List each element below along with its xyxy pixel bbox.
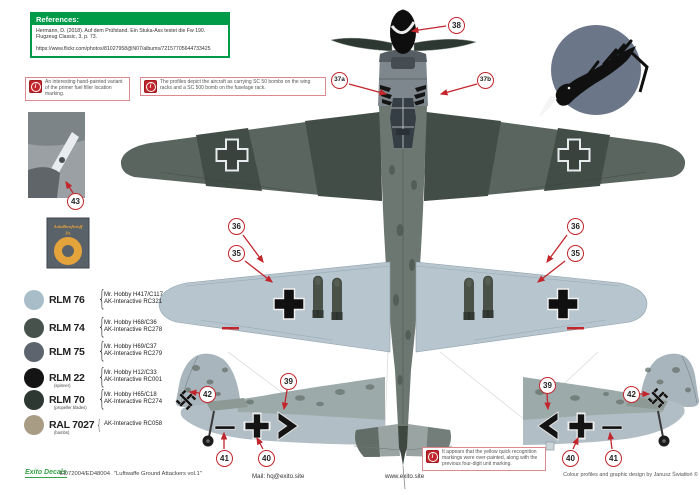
spinner [390,10,416,54]
paint-usage: (bombs) [54,430,70,435]
note-box-fuel-filler [25,77,130,101]
callout-40-left: 40 [258,450,275,467]
color-swatch [24,290,44,310]
website-url: www.exito.site [385,473,425,480]
paint-name: RLM 70 [49,394,85,406]
sc50-bomb [464,278,475,320]
fuel-patch-text-1: Anlaßkraftstoff [53,224,83,229]
fuel-bar-marking [215,426,235,429]
paint-name: RAL 7027 [49,419,95,431]
brace: { [97,339,107,364]
note-text: An interesting hand-painted variant of the primer fuel filler location marking. [45,79,123,97]
paint-usage: (propeller blades) [54,405,87,410]
paint-name: RLM 74 [49,322,85,334]
note-box-bomb-load [140,77,326,96]
callout-36-left: 36 [228,218,245,235]
color-swatch [24,368,44,388]
callout-35-right: 35 [567,245,584,262]
callout-35-left: 35 [228,245,245,262]
head-armor [396,129,410,135]
fuel-bar-marking [602,426,622,429]
design-credit: Colour profiles and graphic design by Janusz Światłoń © [563,472,698,478]
fuel-patch-text-2: 3lt. [65,230,71,236]
brace: { [97,387,107,412]
engine-cowling [378,50,428,107]
paint-refs: Mr. Hobby H68/C36 AK-Interactive RC278 [104,320,163,334]
contact-mail: Mail: hq@exito.site [252,473,305,480]
color-swatch [24,415,44,435]
paint-row-rlm75 [24,339,174,366]
brace: { [97,365,107,390]
brace: { [96,418,102,433]
reference-citation-line2: Flugzeug Classic, 3, p. 73. [36,34,98,41]
callout-37a: 37a [331,72,348,89]
paint-row-ral7027 [24,415,174,439]
info-icon: i [426,450,439,463]
callout-41-left: 41 [216,450,233,467]
references-box [30,12,230,58]
info-icon: i [29,80,42,93]
callout-40-right: 40 [562,450,579,467]
sc50-bomb [332,278,343,320]
paint-usage: (spinner) [54,383,71,388]
callout-39-right: 39 [539,377,556,394]
paint-name: RLM 75 [49,346,85,358]
info-icon: i [144,80,157,93]
references-title: References: [32,14,228,25]
paint-refs: Mr. Hobby H65/C18 AK-Interactive RC274 [104,392,163,406]
red-trailing-edge-mark [222,327,239,330]
canopy [390,98,416,148]
red-trailing-edge-mark [567,327,584,330]
boar-eye [568,87,571,90]
callout-39-left: 39 [280,373,297,390]
color-swatch [24,318,44,338]
unit-emblem [539,25,647,117]
callout-36-right: 36 [567,218,584,235]
fin-top [398,426,408,466]
brand-logo: Exito Decals [25,469,67,476]
color-swatch [24,342,44,362]
callout-41-right: 41 [605,450,622,467]
callout-38: 38 [448,17,465,34]
paint-refs: Mr. Hobby H417/C117 AK-Interactive RC321 [104,292,163,306]
paint-refs: Mr. Hobby H69/C37 AK-Interactive RC279 [104,344,163,358]
sc50-bomb [313,276,324,318]
callout-37b: 37b [477,72,494,89]
flickr-album-link[interactable]: https://www.flickr.com/photos/81027958@N07/albums/72157705644733425 [36,45,211,52]
gun-cover [391,57,415,69]
paint-row-rlm70 [24,387,174,414]
underwing-left [159,262,390,352]
boar-tusk [539,95,556,117]
paint-refs: Mr. Hobby H12/C33 AK-Interactive RC001 [104,370,163,384]
detail-photo-inset [28,112,85,198]
series-title: "Luftwaffe Ground Attackers vol.1" [113,471,202,477]
sc50-bomb [483,276,494,318]
paint-refs: AK-Interactive RC058 [104,421,163,427]
bomb-rack-stub [546,442,554,450]
underwing-right [416,262,647,352]
reference-citation-line1: Hermann, D. (2018). Auf dem Prüfstand. Ein Stuka-Ass testet die Fw 190. [36,28,206,34]
callout-42-left: 42 [199,386,216,403]
note-text: It appears that the yellow quick recognition markings were over-painted, along with the previous four-digit unit marking. [442,449,538,467]
paint-name: RLM 22 [49,372,85,384]
profile-rear-right [440,352,699,450]
fuel-filler-patch [47,218,89,268]
paint-name: RLM 76 [49,294,85,306]
catalog-code: ED72004/ED48004 [60,471,110,477]
color-swatch [24,390,44,410]
callout-43: 43 [67,193,84,210]
brace: { [97,315,107,340]
catalog-number [60,471,202,477]
callout-42-right: 42 [623,386,640,403]
note-box-overpainted [422,447,546,471]
brace: { [97,287,107,312]
note-text: The profiles depict the aircraft as carrying SC 50 bombs on the wing racks and a SC 500 bomb on the fuselage rack. [160,79,311,91]
paint-row-rlm76 [24,287,174,314]
